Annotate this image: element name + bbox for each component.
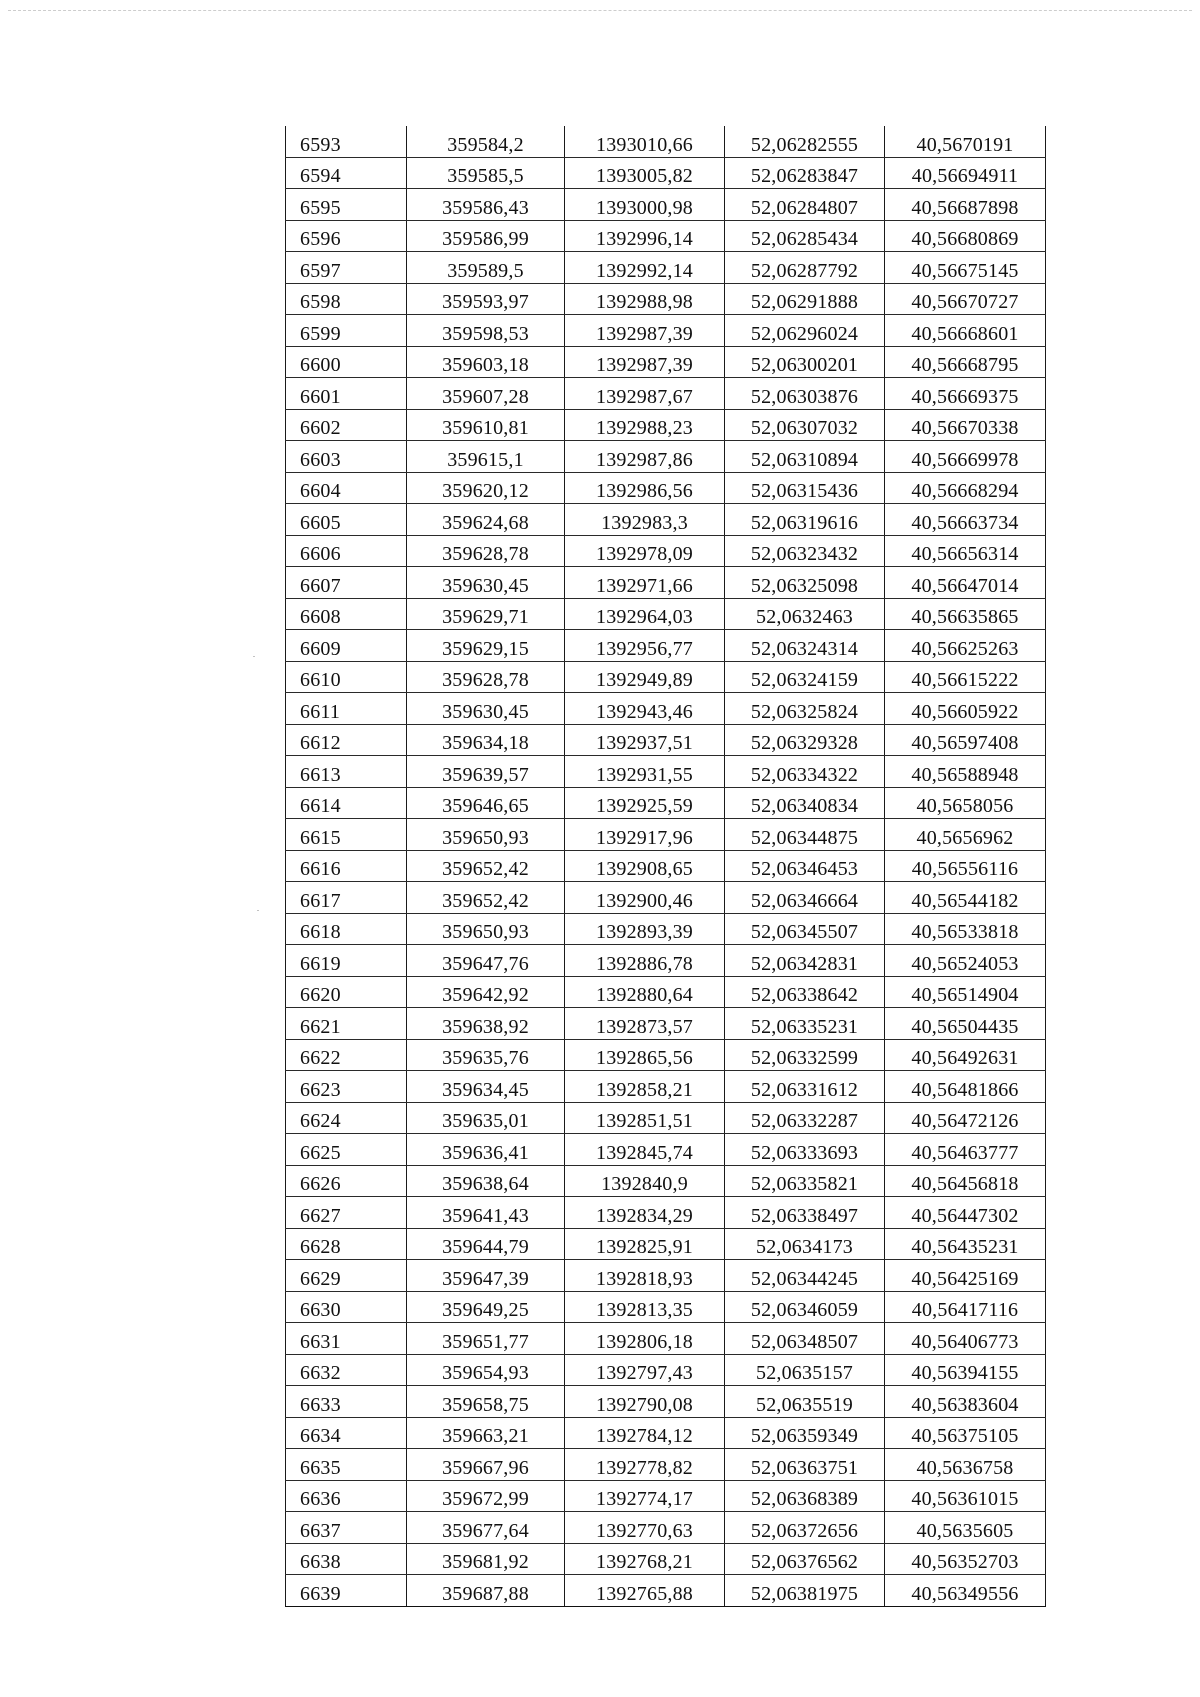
point-number-cell: 6618 [286, 913, 407, 945]
scan-speck [253, 656, 255, 657]
x-coordinate-cell: 359634,45 [407, 1071, 565, 1103]
point-number-cell: 6617 [286, 882, 407, 914]
longitude-cell: 40,56472126 [885, 1102, 1046, 1134]
longitude-cell: 40,56668795 [885, 346, 1046, 378]
y-coordinate-cell: 1392964,03 [565, 598, 725, 630]
longitude-cell: 40,56680869 [885, 220, 1046, 252]
y-coordinate-cell: 1392784,12 [565, 1417, 725, 1449]
y-coordinate-cell: 1392917,96 [565, 819, 725, 851]
table-row [286, 1386, 1046, 1418]
y-coordinate-cell: 1392813,35 [565, 1291, 725, 1323]
table-row [286, 1291, 1046, 1323]
x-coordinate-cell: 359589,5 [407, 252, 565, 284]
table-row [286, 1323, 1046, 1355]
table-row [286, 945, 1046, 977]
x-coordinate-cell: 359586,43 [407, 189, 565, 221]
point-number-cell: 6597 [286, 252, 407, 284]
table-row [286, 819, 1046, 851]
longitude-cell: 40,56492631 [885, 1039, 1046, 1071]
x-coordinate-cell: 359630,45 [407, 693, 565, 725]
point-number-cell: 6593 [286, 126, 407, 157]
latitude-cell: 52,06283847 [725, 157, 885, 189]
latitude-cell: 52,06372656 [725, 1512, 885, 1544]
longitude-cell: 40,56533818 [885, 913, 1046, 945]
longitude-cell: 40,56514904 [885, 976, 1046, 1008]
point-number-cell: 6610 [286, 661, 407, 693]
latitude-cell: 52,06344245 [725, 1260, 885, 1292]
y-coordinate-cell: 1392865,56 [565, 1039, 725, 1071]
x-coordinate-cell: 359635,01 [407, 1102, 565, 1134]
coordinates-table [285, 126, 1046, 1607]
point-number-cell: 6599 [286, 315, 407, 347]
x-coordinate-cell: 359650,93 [407, 913, 565, 945]
y-coordinate-cell: 1392825,91 [565, 1228, 725, 1260]
longitude-cell: 40,56694911 [885, 157, 1046, 189]
point-number-cell: 6639 [286, 1575, 407, 1607]
y-coordinate-cell: 1392983,3 [565, 504, 725, 536]
table-row [286, 913, 1046, 945]
x-coordinate-cell: 359667,96 [407, 1449, 565, 1481]
y-coordinate-cell: 1392806,18 [565, 1323, 725, 1355]
scan-top-edge [8, 10, 1192, 11]
y-coordinate-cell: 1392987,39 [565, 346, 725, 378]
table-row [286, 1449, 1046, 1481]
latitude-cell: 52,06338642 [725, 976, 885, 1008]
longitude-cell: 40,56605922 [885, 693, 1046, 725]
longitude-cell: 40,56625263 [885, 630, 1046, 662]
y-coordinate-cell: 1392900,46 [565, 882, 725, 914]
x-coordinate-cell: 359615,1 [407, 441, 565, 473]
x-coordinate-cell: 359658,75 [407, 1386, 565, 1418]
y-coordinate-cell: 1392880,64 [565, 976, 725, 1008]
y-coordinate-cell: 1392818,93 [565, 1260, 725, 1292]
latitude-cell: 52,06338497 [725, 1197, 885, 1229]
x-coordinate-cell: 359585,5 [407, 157, 565, 189]
longitude-cell: 40,56394155 [885, 1354, 1046, 1386]
point-number-cell: 6596 [286, 220, 407, 252]
point-number-cell: 6615 [286, 819, 407, 851]
y-coordinate-cell: 1392943,46 [565, 693, 725, 725]
point-number-cell: 6605 [286, 504, 407, 536]
table-row [286, 252, 1046, 284]
table-row [286, 315, 1046, 347]
x-coordinate-cell: 359644,79 [407, 1228, 565, 1260]
latitude-cell: 52,06325098 [725, 567, 885, 599]
x-coordinate-cell: 359630,45 [407, 567, 565, 599]
x-coordinate-cell: 359650,93 [407, 819, 565, 851]
x-coordinate-cell: 359649,25 [407, 1291, 565, 1323]
y-coordinate-cell: 1392768,21 [565, 1543, 725, 1575]
x-coordinate-cell: 359638,64 [407, 1165, 565, 1197]
latitude-cell: 52,06340834 [725, 787, 885, 819]
longitude-cell: 40,56663734 [885, 504, 1046, 536]
latitude-cell: 52,06303876 [725, 378, 885, 410]
table-row [286, 1543, 1046, 1575]
latitude-cell: 52,06348507 [725, 1323, 885, 1355]
longitude-cell: 40,56481866 [885, 1071, 1046, 1103]
longitude-cell: 40,56361015 [885, 1480, 1046, 1512]
y-coordinate-cell: 1393000,98 [565, 189, 725, 221]
y-coordinate-cell: 1392988,98 [565, 283, 725, 315]
point-number-cell: 6611 [286, 693, 407, 725]
point-number-cell: 6636 [286, 1480, 407, 1512]
latitude-cell: 52,06315436 [725, 472, 885, 504]
latitude-cell: 52,06282555 [725, 126, 885, 157]
longitude-cell: 40,56544182 [885, 882, 1046, 914]
point-number-cell: 6627 [286, 1197, 407, 1229]
point-number-cell: 6614 [286, 787, 407, 819]
table-row [286, 1575, 1046, 1607]
latitude-cell: 52,06344875 [725, 819, 885, 851]
point-number-cell: 6621 [286, 1008, 407, 1040]
table-row [286, 220, 1046, 252]
point-number-cell: 6619 [286, 945, 407, 977]
latitude-cell: 52,06310894 [725, 441, 885, 473]
x-coordinate-cell: 359638,92 [407, 1008, 565, 1040]
table-row [286, 693, 1046, 725]
longitude-cell: 40,56670338 [885, 409, 1046, 441]
table-row [286, 1071, 1046, 1103]
longitude-cell: 40,56383604 [885, 1386, 1046, 1418]
x-coordinate-cell: 359646,65 [407, 787, 565, 819]
latitude-cell: 52,06334322 [725, 756, 885, 788]
table-row [286, 409, 1046, 441]
y-coordinate-cell: 1392949,89 [565, 661, 725, 693]
longitude-cell: 40,5658056 [885, 787, 1046, 819]
x-coordinate-cell: 359677,64 [407, 1512, 565, 1544]
point-number-cell: 6613 [286, 756, 407, 788]
longitude-cell: 40,56670727 [885, 283, 1046, 315]
latitude-cell: 52,06329328 [725, 724, 885, 756]
x-coordinate-cell: 359628,78 [407, 535, 565, 567]
longitude-cell: 40,56524053 [885, 945, 1046, 977]
point-number-cell: 6635 [286, 1449, 407, 1481]
table-row [286, 157, 1046, 189]
x-coordinate-cell: 359610,81 [407, 409, 565, 441]
latitude-cell: 52,06346059 [725, 1291, 885, 1323]
point-number-cell: 6606 [286, 535, 407, 567]
table-row [286, 1134, 1046, 1166]
y-coordinate-cell: 1392893,39 [565, 913, 725, 945]
table-row [286, 535, 1046, 567]
table-row [286, 1102, 1046, 1134]
y-coordinate-cell: 1392937,51 [565, 724, 725, 756]
latitude-cell: 52,06335231 [725, 1008, 885, 1040]
latitude-cell: 52,06359349 [725, 1417, 885, 1449]
x-coordinate-cell: 359636,41 [407, 1134, 565, 1166]
longitude-cell: 40,56687898 [885, 189, 1046, 221]
point-number-cell: 6598 [286, 283, 407, 315]
y-coordinate-cell: 1392971,66 [565, 567, 725, 599]
longitude-cell: 40,56417116 [885, 1291, 1046, 1323]
x-coordinate-cell: 359651,77 [407, 1323, 565, 1355]
longitude-cell: 40,56435231 [885, 1228, 1046, 1260]
point-number-cell: 6603 [286, 441, 407, 473]
y-coordinate-cell: 1392956,77 [565, 630, 725, 662]
longitude-cell: 40,56647014 [885, 567, 1046, 599]
table-row [286, 850, 1046, 882]
table-row [286, 1417, 1046, 1449]
latitude-cell: 52,06324159 [725, 661, 885, 693]
y-coordinate-cell: 1392797,43 [565, 1354, 725, 1386]
point-number-cell: 6625 [286, 1134, 407, 1166]
y-coordinate-cell: 1392908,65 [565, 850, 725, 882]
y-coordinate-cell: 1392858,21 [565, 1071, 725, 1103]
x-coordinate-cell: 359641,43 [407, 1197, 565, 1229]
point-number-cell: 6628 [286, 1228, 407, 1260]
point-number-cell: 6620 [286, 976, 407, 1008]
x-coordinate-cell: 359652,42 [407, 850, 565, 882]
table-row [286, 787, 1046, 819]
longitude-cell: 40,56406773 [885, 1323, 1046, 1355]
point-number-cell: 6608 [286, 598, 407, 630]
point-number-cell: 6631 [286, 1323, 407, 1355]
table-row [286, 378, 1046, 410]
latitude-cell: 52,06319616 [725, 504, 885, 536]
x-coordinate-cell: 359586,99 [407, 220, 565, 252]
longitude-cell: 40,56504435 [885, 1008, 1046, 1040]
longitude-cell: 40,56675145 [885, 252, 1046, 284]
y-coordinate-cell: 1392987,86 [565, 441, 725, 473]
latitude-cell: 52,06342831 [725, 945, 885, 977]
latitude-cell: 52,0632463 [725, 598, 885, 630]
latitude-cell: 52,06332287 [725, 1102, 885, 1134]
table-row [286, 882, 1046, 914]
x-coordinate-cell: 359652,42 [407, 882, 565, 914]
latitude-cell: 52,06296024 [725, 315, 885, 347]
table-row [286, 1354, 1046, 1386]
longitude-cell: 40,56668294 [885, 472, 1046, 504]
point-number-cell: 6600 [286, 346, 407, 378]
point-number-cell: 6633 [286, 1386, 407, 1418]
x-coordinate-cell: 359647,39 [407, 1260, 565, 1292]
point-number-cell: 6626 [286, 1165, 407, 1197]
point-number-cell: 6638 [286, 1543, 407, 1575]
latitude-cell: 52,06284807 [725, 189, 885, 221]
longitude-cell: 40,56615222 [885, 661, 1046, 693]
table-row [286, 1165, 1046, 1197]
longitude-cell: 40,56456818 [885, 1165, 1046, 1197]
table-row [286, 724, 1046, 756]
x-coordinate-cell: 359603,18 [407, 346, 565, 378]
x-coordinate-cell: 359624,68 [407, 504, 565, 536]
y-coordinate-cell: 1392987,39 [565, 315, 725, 347]
table-row [286, 1512, 1046, 1544]
longitude-cell: 40,56375105 [885, 1417, 1046, 1449]
point-number-cell: 6629 [286, 1260, 407, 1292]
longitude-cell: 40,5635605 [885, 1512, 1046, 1544]
x-coordinate-cell: 359639,57 [407, 756, 565, 788]
point-number-cell: 6612 [286, 724, 407, 756]
latitude-cell: 52,06324314 [725, 630, 885, 662]
table-row [286, 441, 1046, 473]
scan-speck [257, 910, 259, 911]
y-coordinate-cell: 1392851,51 [565, 1102, 725, 1134]
table-row [286, 504, 1046, 536]
longitude-cell: 40,56668601 [885, 315, 1046, 347]
y-coordinate-cell: 1392765,88 [565, 1575, 725, 1607]
latitude-cell: 52,06291888 [725, 283, 885, 315]
x-coordinate-cell: 359598,53 [407, 315, 565, 347]
coordinates-table-container [285, 126, 1045, 1607]
point-number-cell: 6622 [286, 1039, 407, 1071]
x-coordinate-cell: 359620,12 [407, 472, 565, 504]
x-coordinate-cell: 359654,93 [407, 1354, 565, 1386]
y-coordinate-cell: 1392790,08 [565, 1386, 725, 1418]
longitude-cell: 40,56588948 [885, 756, 1046, 788]
x-coordinate-cell: 359687,88 [407, 1575, 565, 1607]
table-row [286, 1480, 1046, 1512]
x-coordinate-cell: 359628,78 [407, 661, 565, 693]
point-number-cell: 6624 [286, 1102, 407, 1134]
x-coordinate-cell: 359642,92 [407, 976, 565, 1008]
point-number-cell: 6609 [286, 630, 407, 662]
point-number-cell: 6604 [286, 472, 407, 504]
latitude-cell: 52,06331612 [725, 1071, 885, 1103]
y-coordinate-cell: 1392845,74 [565, 1134, 725, 1166]
point-number-cell: 6630 [286, 1291, 407, 1323]
latitude-cell: 52,06368389 [725, 1480, 885, 1512]
latitude-cell: 52,06346664 [725, 882, 885, 914]
table-row [286, 598, 1046, 630]
longitude-cell: 40,56656314 [885, 535, 1046, 567]
table-row [286, 1039, 1046, 1071]
longitude-cell: 40,5636758 [885, 1449, 1046, 1481]
point-number-cell: 6632 [286, 1354, 407, 1386]
y-coordinate-cell: 1392770,63 [565, 1512, 725, 1544]
x-coordinate-cell: 359607,28 [407, 378, 565, 410]
y-coordinate-cell: 1392986,56 [565, 472, 725, 504]
point-number-cell: 6623 [286, 1071, 407, 1103]
longitude-cell: 40,56556116 [885, 850, 1046, 882]
longitude-cell: 40,56352703 [885, 1543, 1046, 1575]
y-coordinate-cell: 1392978,09 [565, 535, 725, 567]
table-row [286, 1260, 1046, 1292]
x-coordinate-cell: 359634,18 [407, 724, 565, 756]
y-coordinate-cell: 1392778,82 [565, 1449, 725, 1481]
latitude-cell: 52,06287792 [725, 252, 885, 284]
table-row [286, 283, 1046, 315]
point-number-cell: 6616 [286, 850, 407, 882]
x-coordinate-cell: 359584,2 [407, 126, 565, 157]
longitude-cell: 40,56349556 [885, 1575, 1046, 1607]
latitude-cell: 52,06325824 [725, 693, 885, 725]
y-coordinate-cell: 1393010,66 [565, 126, 725, 157]
point-number-cell: 6594 [286, 157, 407, 189]
y-coordinate-cell: 1392834,29 [565, 1197, 725, 1229]
longitude-cell: 40,56425169 [885, 1260, 1046, 1292]
table-row [286, 126, 1046, 157]
table-row [286, 472, 1046, 504]
x-coordinate-cell: 359629,15 [407, 630, 565, 662]
longitude-cell: 40,5670191 [885, 126, 1046, 157]
table-row [286, 1008, 1046, 1040]
x-coordinate-cell: 359681,92 [407, 1543, 565, 1575]
point-number-cell: 6637 [286, 1512, 407, 1544]
table-row [286, 567, 1046, 599]
latitude-cell: 52,06285434 [725, 220, 885, 252]
y-coordinate-cell: 1392873,57 [565, 1008, 725, 1040]
x-coordinate-cell: 359593,97 [407, 283, 565, 315]
table-row [286, 189, 1046, 221]
y-coordinate-cell: 1392931,55 [565, 756, 725, 788]
longitude-cell: 40,56597408 [885, 724, 1046, 756]
latitude-cell: 52,0635519 [725, 1386, 885, 1418]
longitude-cell: 40,56669978 [885, 441, 1046, 473]
x-coordinate-cell: 359647,76 [407, 945, 565, 977]
table-row [286, 1197, 1046, 1229]
point-number-cell: 6607 [286, 567, 407, 599]
longitude-cell: 40,56669375 [885, 378, 1046, 410]
y-coordinate-cell: 1392774,17 [565, 1480, 725, 1512]
x-coordinate-cell: 359663,21 [407, 1417, 565, 1449]
longitude-cell: 40,56463777 [885, 1134, 1046, 1166]
latitude-cell: 52,06333693 [725, 1134, 885, 1166]
x-coordinate-cell: 359635,76 [407, 1039, 565, 1071]
point-number-cell: 6601 [286, 378, 407, 410]
y-coordinate-cell: 1392988,23 [565, 409, 725, 441]
longitude-cell: 40,56447302 [885, 1197, 1046, 1229]
latitude-cell: 52,06300201 [725, 346, 885, 378]
y-coordinate-cell: 1392886,78 [565, 945, 725, 977]
table-row [286, 756, 1046, 788]
latitude-cell: 52,06335821 [725, 1165, 885, 1197]
table-row [286, 976, 1046, 1008]
x-coordinate-cell: 359672,99 [407, 1480, 565, 1512]
latitude-cell: 52,0634173 [725, 1228, 885, 1260]
point-number-cell: 6595 [286, 189, 407, 221]
table-row [286, 661, 1046, 693]
latitude-cell: 52,06332599 [725, 1039, 885, 1071]
point-number-cell: 6634 [286, 1417, 407, 1449]
latitude-cell: 52,06323432 [725, 535, 885, 567]
table-row [286, 346, 1046, 378]
latitude-cell: 52,06307032 [725, 409, 885, 441]
latitude-cell: 52,06381975 [725, 1575, 885, 1607]
table-row [286, 1228, 1046, 1260]
latitude-cell: 52,06376562 [725, 1543, 885, 1575]
longitude-cell: 40,5656962 [885, 819, 1046, 851]
x-coordinate-cell: 359629,71 [407, 598, 565, 630]
y-coordinate-cell: 1393005,82 [565, 157, 725, 189]
longitude-cell: 40,56635865 [885, 598, 1046, 630]
point-number-cell: 6602 [286, 409, 407, 441]
latitude-cell: 52,06345507 [725, 913, 885, 945]
latitude-cell: 52,06363751 [725, 1449, 885, 1481]
latitude-cell: 52,0635157 [725, 1354, 885, 1386]
table-row [286, 630, 1046, 662]
coordinates-table-body [286, 126, 1046, 1606]
y-coordinate-cell: 1392840,9 [565, 1165, 725, 1197]
y-coordinate-cell: 1392925,59 [565, 787, 725, 819]
y-coordinate-cell: 1392992,14 [565, 252, 725, 284]
y-coordinate-cell: 1392996,14 [565, 220, 725, 252]
y-coordinate-cell: 1392987,67 [565, 378, 725, 410]
latitude-cell: 52,06346453 [725, 850, 885, 882]
